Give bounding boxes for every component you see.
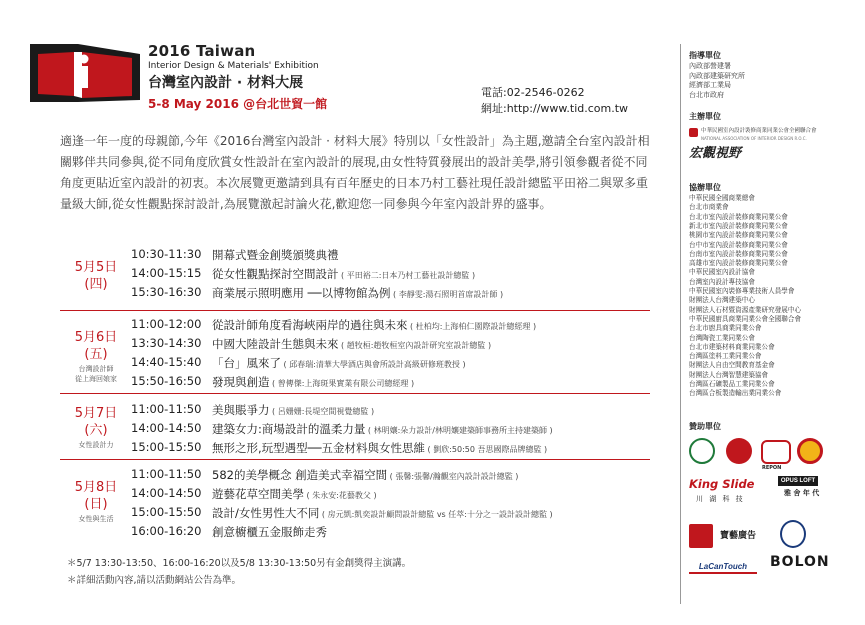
event-speaker: ( 李靜雯:湯石照明首席設計師 ) bbox=[390, 290, 504, 299]
day-weekday: (四) bbox=[84, 276, 108, 292]
exhibition-subtitle-cn: 台灣室內設計 · 材料大展 bbox=[148, 75, 304, 91]
event-title-text: 美與賬爭力 bbox=[212, 403, 270, 417]
event-title-text: 遊藝花草空間美學 bbox=[212, 487, 304, 501]
date-venue: 5-8 May 2016 @台北世貿一館 bbox=[148, 97, 328, 111]
organizer-heading: 主辦單位 bbox=[689, 112, 721, 121]
guidance-heading: 指導單位 bbox=[689, 51, 721, 60]
co-organizer-item: 桃園市室內設計裝修商業同業公會 bbox=[689, 231, 788, 240]
day-label bbox=[66, 479, 126, 513]
event-title bbox=[212, 374, 414, 390]
event-time: 11:00-12:00 bbox=[131, 317, 202, 331]
day-note: 女性設計力 bbox=[78, 440, 114, 449]
guidance-item: 內政部營建署 bbox=[689, 62, 731, 70]
day-label bbox=[66, 259, 126, 293]
event-time: 14:40-15:40 bbox=[131, 355, 202, 369]
co-organizer-item: 台灣區塗料工業同業公會 bbox=[689, 352, 762, 361]
organizer-logo-icon bbox=[689, 128, 698, 137]
sponsor-kingslide-logo: King Slide bbox=[689, 477, 755, 491]
sponsor-heading: 贊助單位 bbox=[689, 422, 721, 431]
sponsor-kingslide-sub: 川 湖 科 技 bbox=[696, 495, 745, 503]
event-title bbox=[212, 317, 536, 333]
co-organizer-item: 中華民國室內設計協會 bbox=[689, 268, 755, 277]
guidance-item: 台北市政府 bbox=[689, 90, 724, 99]
sponsor-baoyi-icon bbox=[689, 524, 713, 548]
event-time: 15:30-16:30 bbox=[131, 285, 202, 299]
sponsor-badge-icon-2 bbox=[726, 438, 752, 464]
event-title-text: 發現與創造 bbox=[212, 375, 270, 389]
event-title-text: 中國大陸設計生態與未來 bbox=[212, 337, 339, 351]
co-organizer-item: 財團法人台灣智慧建築協會 bbox=[689, 370, 769, 379]
co-organizer-item: 財團法人自由空間教育基金會 bbox=[689, 361, 775, 370]
co-organizer-item: 台灣室內設計專技協會 bbox=[689, 277, 755, 286]
event-speaker: ( 林明孃:朵力設計/林明孃建築師事務所主持建築師 ) bbox=[365, 426, 553, 435]
event-speaker: ( 劉欣:50:50 吾思國際品牌總監 ) bbox=[425, 445, 548, 454]
sponsor-lacantouch-logo: LaCanTouch bbox=[689, 560, 757, 574]
organizer-name: 中華民國室內設計裝修商業同業公會全國聯合會 bbox=[701, 128, 817, 134]
event-title-text: 創意櫥櫃五金服飾走秀 bbox=[212, 525, 327, 539]
event-time: 15:00-15:50 bbox=[131, 440, 202, 454]
co-organizer-item: 台北市室內設計裝修商業同業公會 bbox=[689, 212, 788, 221]
sponsor-jl-logo-icon bbox=[780, 520, 806, 548]
sponsor-repon-label: REPON bbox=[762, 465, 782, 471]
event-title bbox=[212, 486, 377, 502]
event-title bbox=[212, 421, 553, 437]
sponsor-repon-logo bbox=[761, 440, 791, 464]
exhibition-subtitle-en: Interior Design & Materials' Exhibition bbox=[148, 61, 319, 71]
event-time: 14:00-14:50 bbox=[131, 486, 202, 500]
event-speaker: ( 朱永安:花藝教父 ) bbox=[304, 491, 377, 500]
tid-logo-icon bbox=[30, 42, 140, 104]
sponsor-badge-icon-1 bbox=[689, 438, 715, 464]
co-organizer-item: 台灣陶瓷工業同業公會 bbox=[689, 333, 755, 342]
co-organizer-item: 台灣區合板製造輸出業同業公會 bbox=[689, 389, 782, 398]
co-organizer-item: 台中市室內設計裝修商業同業公會 bbox=[689, 240, 788, 249]
event-title-text: 設計/女性男性大不同 bbox=[212, 506, 320, 520]
co-organizer-item: 中華民國室內裝修專業技術人員學會 bbox=[689, 287, 795, 295]
event-title-text: 「台」風來了 bbox=[212, 356, 281, 370]
event-title-text: 從女性觀點探討空間設計 bbox=[212, 267, 339, 281]
event-title-text: 建築女力:商場設計的溫柔力量 bbox=[212, 422, 366, 436]
day-weekday: (五) bbox=[84, 347, 108, 362]
day-date: 5月7日 bbox=[74, 405, 118, 421]
event-title bbox=[212, 266, 475, 282]
day-weekday: (日) bbox=[84, 497, 108, 512]
sponsor-opusloft-sub: 雅 舍 年 代 bbox=[784, 489, 820, 497]
sidebar-divider bbox=[680, 44, 681, 604]
event-title bbox=[212, 467, 518, 483]
event-title bbox=[212, 524, 327, 540]
co-organizer-item: 中華民國廚具商業同業公會全國聯合會 bbox=[689, 314, 802, 323]
event-time: 11:00-11:50 bbox=[131, 467, 202, 481]
event-time: 11:00-11:50 bbox=[131, 402, 202, 416]
event-title bbox=[212, 336, 491, 352]
co-organizer-item: 台北市建築材料商業同業公會 bbox=[689, 342, 775, 351]
footnote-2: ＊詳細活動內容,請以活動網站公告為準。 bbox=[67, 575, 242, 586]
event-title bbox=[212, 440, 547, 456]
website-link[interactable]: 網址:http://www.tid.com.tw bbox=[481, 102, 629, 115]
event-title bbox=[212, 402, 374, 418]
day-weekday: (六) bbox=[84, 422, 108, 438]
event-title-text: 582的美學概念 創造美式幸福空間 bbox=[212, 468, 388, 482]
event-speaker: ( 邱春瑞:清華大學酒店與會所設計高級研修班教授 ) bbox=[281, 360, 466, 369]
co-organizer-item: 財團法人石材暨資源產業研究發展中心 bbox=[689, 305, 802, 314]
event-title-text: 開幕式暨金創獎頒獎典禮 bbox=[212, 248, 339, 262]
day-date: 5月8日 bbox=[74, 480, 118, 495]
co-organizer-item: 台灣區石礦製品工業同業公會 bbox=[689, 380, 775, 388]
event-title bbox=[212, 355, 466, 371]
event-speaker: ( 呂姗姗:長堤空間視覺總監 ) bbox=[269, 407, 375, 416]
exhibition-year-title: 2016 Taiwan bbox=[148, 42, 256, 60]
event-speaker: ( 平田裕二:日本乃村工藝社設計總監 ) bbox=[338, 271, 476, 280]
event-title bbox=[212, 285, 503, 301]
event-title-text: 商業展示照明應用 ──以博物館為例 bbox=[212, 286, 391, 300]
day-date: 5月6日 bbox=[74, 330, 118, 345]
event-speaker: ( 杜柏均:上海柏仁園際設計總經理 ) bbox=[407, 322, 537, 331]
event-time: 13:30-14:30 bbox=[131, 336, 202, 350]
event-speaker: ( 房元凱:凱奕設計顧問設計總監 vs 任萃:十分之一設計設計總監 ) bbox=[319, 510, 553, 519]
day-label bbox=[66, 405, 126, 439]
sponsor-opusloft-logo: OPUS LOFT bbox=[778, 476, 818, 486]
sponsor-bolon-logo: BOLON bbox=[770, 554, 830, 570]
organizer-name-en: NATIONAL ASSOCIATION OF INTERIOR DESIGN R.O.C. bbox=[701, 136, 807, 141]
event-speaker: ( 曾傳傑:上海斑果實業有限公司總經理 ) bbox=[269, 379, 415, 388]
event-time: 15:50-16:50 bbox=[131, 374, 202, 388]
event-time: 14:00-15:15 bbox=[131, 266, 202, 280]
event-speaker: ( 趙牧桓:趙牧桓室內設計研究室設計總監 ) bbox=[338, 341, 492, 350]
event-time: 10:30-11:30 bbox=[131, 247, 202, 261]
phone-number: 電話:02-2546-0262 bbox=[481, 86, 585, 99]
intro-paragraph: 適逢一年一度的母親節,今年《2016台灣室內設計 · 材料大展》特別以「女性設計」為主題,邀請全台室內設計相關夥伴共同參與,從不同角度欣賞女性設計在室內設計的展現,由女性特質發展出的設計美學,將引領參觀者從不同角度更貼近室內設計的初衷。本次展覽更邀請到具有百年歷史的日本乃村工藝社現任設計總監平田裕二與眾多重量級大師,從女性觀點探討設計,為展覽激起討論火花,歡迎您一同參與今年室內設計界的盛事。 bbox=[60, 134, 650, 211]
event-time: 16:00-16:20 bbox=[131, 524, 202, 538]
event-speaker: ( 張馨:張馨/瀚觀室內設計設計總監 ) bbox=[387, 472, 519, 481]
day-label bbox=[66, 329, 126, 363]
sponsor-baoyi-logo: 寶藝廣告 bbox=[720, 531, 757, 541]
schedule-divider bbox=[60, 310, 650, 311]
co-organizer-heading: 協辦單位 bbox=[689, 183, 721, 192]
event-time: 14:00-14:50 bbox=[131, 421, 202, 435]
co-organizer-item: 新北市室內設計裝修商業同業公會 bbox=[689, 221, 788, 230]
day-date: 5月5日 bbox=[74, 259, 118, 275]
co-organizer-item: 高雄市室內設計裝修商業同業公會 bbox=[689, 259, 788, 268]
schedule-divider bbox=[60, 393, 650, 394]
event-title bbox=[212, 505, 553, 521]
guidance-item: 經濟部工業局 bbox=[689, 81, 731, 89]
co-organizer-item: 中華民國全國商業總會 bbox=[689, 194, 755, 202]
schedule-divider bbox=[60, 459, 650, 460]
event-title-text: 無形之形,玩型遇型──五金材料與女性思維 bbox=[212, 441, 426, 455]
event-time: 15:00-15:50 bbox=[131, 505, 202, 519]
co-organizer-item: 台北市廚具商業同業公會 bbox=[689, 324, 762, 333]
co-organizer-item: 台南市室內設計裝修商業同業公會 bbox=[689, 249, 788, 258]
co-organizer-item: 台北市商業會 bbox=[689, 203, 729, 212]
sponsor-badge-icon-3 bbox=[797, 438, 823, 464]
footnote-1: ＊5/7 13:30-13:50、16:00-16:20以及5/8 13:30-13:50另有金創獎得主演講。 bbox=[67, 558, 412, 569]
event-title-text: 從設計師角度看海峽兩岸的過往與未來 bbox=[212, 318, 408, 332]
co-organizer-item: 財團法人台灣建築中心 bbox=[689, 296, 755, 305]
event-title bbox=[212, 247, 339, 263]
guidance-item: 內政部建築研究所 bbox=[689, 71, 745, 80]
day-note: 台灣設計師 從上海回娘家 bbox=[75, 365, 117, 383]
day-note: 女性與生活 bbox=[78, 515, 114, 523]
organizer-brand: 宏觀視野 bbox=[689, 146, 742, 161]
